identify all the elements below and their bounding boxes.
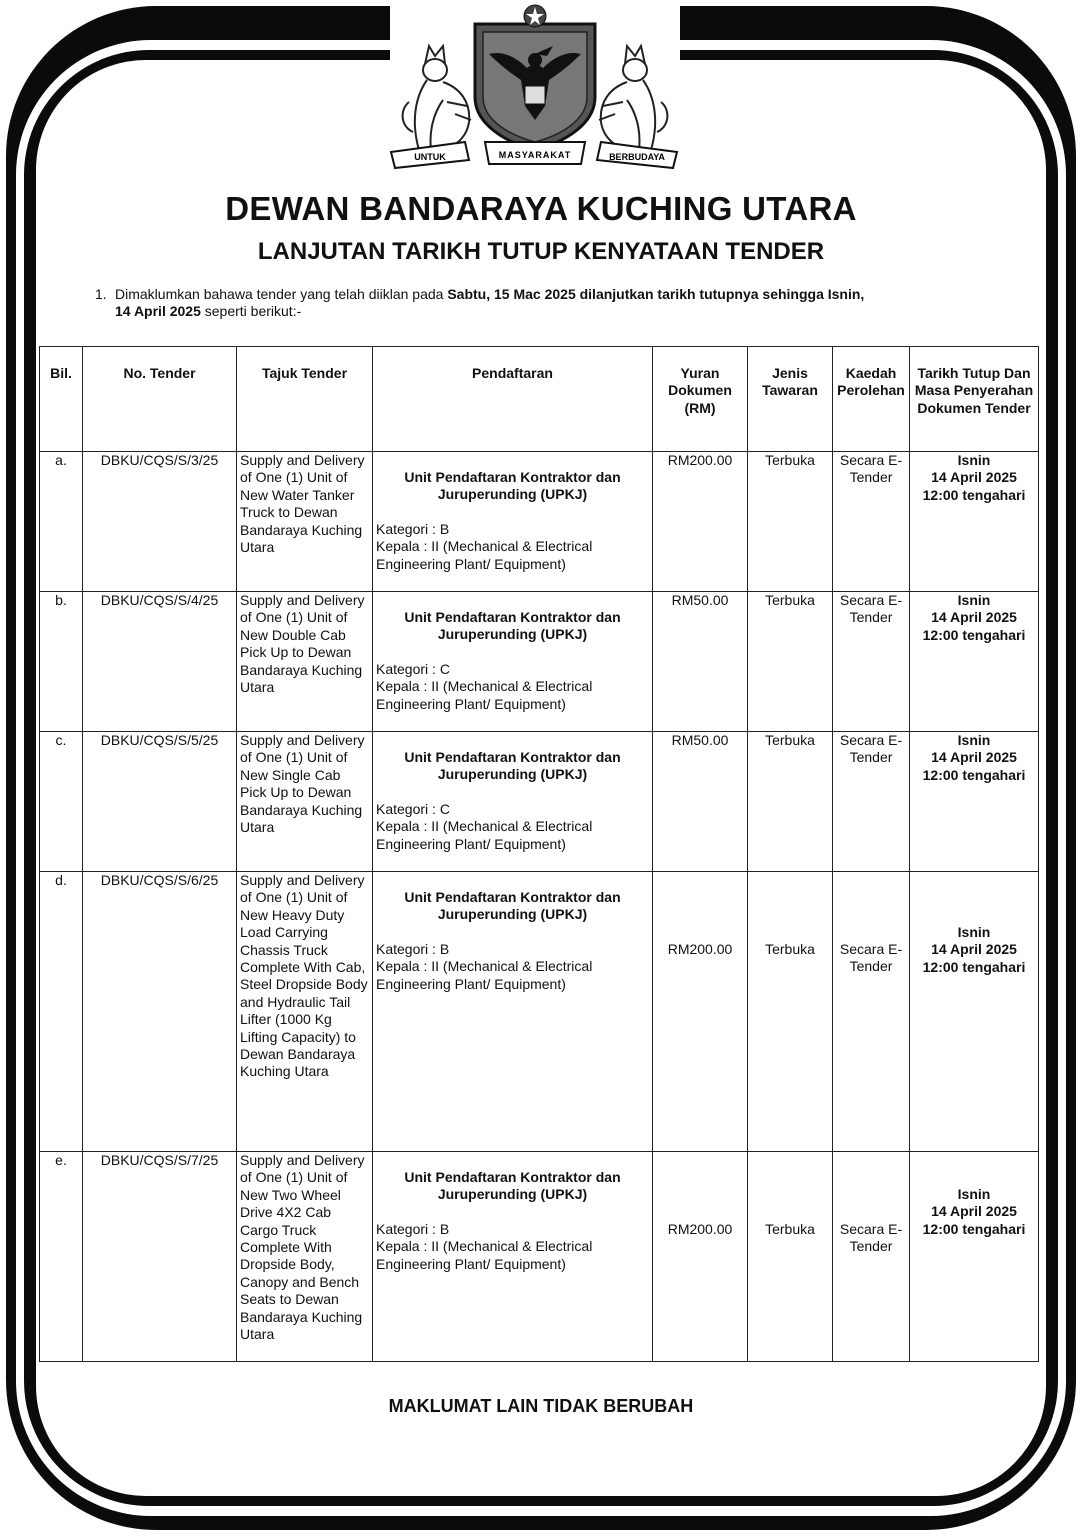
motto-left-text: UNTUK [414, 152, 446, 162]
cell-bil: a. [40, 452, 83, 592]
kategori-text: Kategori : B [376, 1220, 450, 1237]
notice-bold-b: 14 April 2025 [115, 303, 201, 319]
cell-pendaftaran [373, 872, 653, 1152]
cell-jenis: Terbuka [748, 592, 833, 732]
cell-kaedah: Secara E-Tender [833, 1152, 910, 1362]
cell-jenis: Terbuka [748, 732, 833, 872]
notice-text-a: Dimaklumkan bahawa tender yang telah diiklan pada [115, 286, 448, 302]
kepala-text: Kepala : II (Mechanical & Electrical Engineering Plant/ Equipment) [376, 538, 593, 572]
cell-tarikh [910, 452, 1039, 592]
tarikh-date: 14 April 2025 [931, 749, 1017, 766]
tarikh-date: 14 April 2025 [931, 1203, 1017, 1220]
table-row [40, 732, 1039, 872]
page-title: DEWAN BANDARAYA KUCHING UTARA [225, 190, 857, 227]
kepala-text: Kepala : II (Mechanical & Electrical Engineering Plant/ Equipment) [376, 678, 593, 712]
cell-bil: e. [40, 1152, 83, 1362]
cell-tajuk: Supply and Delivery of One (1) Unit of New Two Wheel Drive 4X2 Cab Cargo Truck Complete With Dropside Body, Canopy and Bench Seats to Dewan Bandaraya Kuching Utara [237, 1152, 373, 1362]
cell-jenis: Terbuka [748, 1152, 833, 1362]
cell-tarikh [910, 732, 1039, 872]
cell-kaedah: Secara E-Tender [833, 732, 910, 872]
kategori-text: Kategori : C [376, 660, 450, 677]
tarikh-date: 14 April 2025 [931, 941, 1017, 958]
table-row [40, 872, 1039, 1152]
right-cat-supporter-icon [599, 46, 667, 150]
left-cat-supporter-icon [403, 46, 471, 150]
kepala-text: Kepala : II (Mechanical & Electrical Engineering Plant/ Equipment) [376, 958, 593, 992]
header-tajuk: Tajuk Tender [237, 347, 373, 452]
notice-text-b: seperti berikut:- [200, 303, 302, 319]
table-header-row [40, 347, 1039, 452]
cell-yuran: RM200.00 [653, 452, 748, 592]
cell-kaedah: Secara E-Tender [833, 452, 910, 592]
header-bil: Bil. [40, 347, 83, 452]
kategori-text: Kategori : B [376, 520, 450, 537]
pendaftaran-heading: Unit Pendaftaran Kontraktor dan Juruperunding (UPKJ) [404, 1169, 621, 1203]
coat-of-arms-logo [385, 2, 685, 172]
pendaftaran-heading: Unit Pendaftaran Kontraktor dan Juruperunding (UPKJ) [404, 889, 621, 923]
kategori-text: Kategori : B [376, 940, 450, 957]
cell-tarikh [910, 872, 1039, 1152]
tarikh-day: Isnin [957, 924, 991, 940]
header-pendaftaran: Pendaftaran [373, 347, 653, 452]
notice-line-2 [95, 303, 995, 320]
tarikh-day: Isnin [957, 452, 991, 468]
tarikh-time: 12:00 tengahari [922, 626, 1026, 643]
cell-tajuk: Supply and Delivery of One (1) Unit of New Water Tanker Truck to Dewan Bandaraya Kuching Utara [237, 452, 373, 592]
header-tarikh: Tarikh Tutup Dan Masa Penyerahan Dokumen Tender [910, 347, 1039, 452]
header-jenis: Jenis Tawaran [748, 347, 833, 452]
kepala-text: Kepala : II (Mechanical & Electrical Engineering Plant/ Equipment) [376, 1238, 593, 1272]
cell-bil: c. [40, 732, 83, 872]
cell-bil: d. [40, 872, 83, 1152]
notice-number: 1. [95, 286, 107, 302]
cell-yuran: RM50.00 [653, 732, 748, 872]
cell-jenis: Terbuka [748, 872, 833, 1152]
footer-note: MAKLUMAT LAIN TIDAK BERUBAH [388, 1396, 694, 1416]
cell-tarikh [910, 1152, 1039, 1362]
pendaftaran-heading: Unit Pendaftaran Kontraktor dan Juruperunding (UPKJ) [404, 609, 621, 643]
notice-paragraph [95, 286, 995, 320]
tarikh-time: 12:00 tengahari [922, 486, 1026, 503]
notice-line-1 [95, 286, 995, 303]
header-kaedah: Kaedah Perolehan [833, 347, 910, 452]
header-yuran: Yuran Dokumen (RM) [653, 347, 748, 452]
cell-tajuk: Supply and Delivery of One (1) Unit of New Single Cab Pick Up to Dewan Bandaraya Kuching Utara [237, 732, 373, 872]
motto-right-text: BERBUDAYA [609, 152, 665, 162]
cell-pendaftaran [373, 732, 653, 872]
cell-yuran: RM200.00 [653, 1152, 748, 1362]
tarikh-time: 12:00 tengahari [922, 958, 1026, 975]
cell-jenis: Terbuka [748, 452, 833, 592]
cell-no-tender: DBKU/CQS/S/7/25 [83, 1152, 237, 1362]
page-subtitle: LANJUTAN TARIKH TUTUP KENYATAAN TENDER [257, 238, 825, 265]
notice-bold-a: Sabtu, 15 Mac 2025 dilanjutkan tarikh tutupnya sehingga Isnin, [447, 286, 865, 302]
cell-tajuk: Supply and Delivery of One (1) Unit of New Double Cab Pick Up to Dewan Bandaraya Kuching Utara [237, 592, 373, 732]
pendaftaran-heading: Unit Pendaftaran Kontraktor dan Juruperunding (UPKJ) [404, 469, 621, 503]
tarikh-date: 14 April 2025 [931, 609, 1017, 626]
table-row [40, 1152, 1039, 1362]
header-no-tender: No. Tender [83, 347, 237, 452]
cell-bil: b. [40, 592, 83, 732]
kepala-text: Kepala : II (Mechanical & Electrical Engineering Plant/ Equipment) [376, 818, 593, 852]
tarikh-day: Isnin [957, 1186, 991, 1202]
cell-pendaftaran [373, 1152, 653, 1362]
motto-center-text: MASYARAKAT [498, 150, 572, 160]
table-row [40, 592, 1039, 732]
cell-tarikh [910, 592, 1039, 732]
cell-pendaftaran [373, 452, 653, 592]
star-icon [524, 5, 546, 27]
tarikh-time: 12:00 tengahari [922, 1220, 1026, 1237]
table-row [40, 452, 1039, 592]
tender-table [39, 346, 1039, 1362]
tarikh-day: Isnin [957, 732, 991, 748]
cell-yuran: RM200.00 [653, 872, 748, 1152]
cell-no-tender: DBKU/CQS/S/6/25 [83, 872, 237, 1152]
cell-no-tender: DBKU/CQS/S/3/25 [83, 452, 237, 592]
cell-no-tender: DBKU/CQS/S/4/25 [83, 592, 237, 732]
cell-kaedah: Secara E-Tender [833, 872, 910, 1152]
tarikh-date: 14 April 2025 [931, 469, 1017, 486]
cell-no-tender: DBKU/CQS/S/5/25 [83, 732, 237, 872]
cell-yuran: RM50.00 [653, 592, 748, 732]
tarikh-time: 12:00 tengahari [922, 766, 1026, 783]
kategori-text: Kategori : C [376, 800, 450, 817]
pendaftaran-heading: Unit Pendaftaran Kontraktor dan Juruperunding (UPKJ) [404, 749, 621, 783]
cell-tajuk: Supply and Delivery of One (1) Unit of New Heavy Duty Load Carrying Chassis Truck Complete With Cab, Steel Dropside Body and Hydraulic Tail Lifter (1000 Kg Lifting Capacity) to Dewan Bandaraya Kuching Utara [237, 872, 373, 1152]
cell-kaedah: Secara E-Tender [833, 592, 910, 732]
tarikh-day: Isnin [957, 592, 991, 608]
cell-pendaftaran [373, 592, 653, 732]
